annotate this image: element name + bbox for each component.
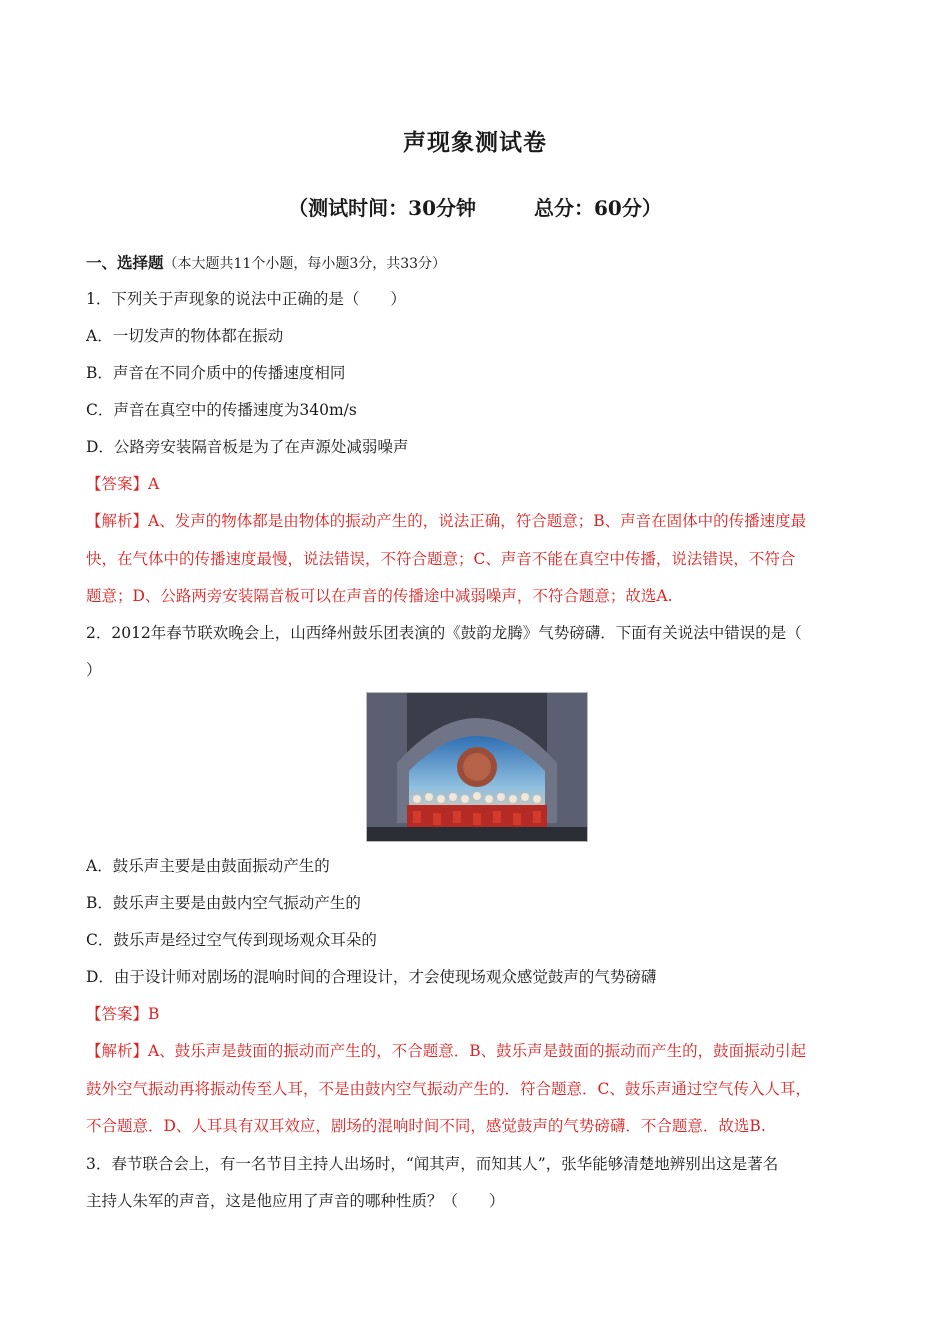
question-2-answer: [86, 1003, 876, 1025]
section-note: （本大题共11个小题，每小题3分，共33分）: [163, 256, 447, 272]
question-2-option-a: A．鼓乐声主要是由鼓面振动产生的: [86, 857, 330, 875]
question-1-option-a: A．一切发声的物体都在振动: [86, 327, 284, 345]
analysis-label: 【解析】: [86, 512, 149, 530]
question-3-stem-line-2: 主持人朱军的声音，这是他应用了声音的哪种性质？（ ）: [86, 1192, 505, 1210]
answer-label: 【答案】: [86, 1005, 149, 1023]
analysis-text: A、鼓乐声是鼓面的振动而产生的，不合题意．B、鼓乐声是鼓面的振动而产生的，鼓面振动引起: [148, 1042, 807, 1060]
answer-label: 【答案】: [86, 475, 149, 493]
question-2-option-d: D．由于设计师对剧场的混响时间的合理设计，才会使现场观众感觉鼓声的气势磅礴: [86, 968, 657, 986]
test-time: （测试时间：30分钟: [288, 196, 476, 220]
analysis-label: 【解析】: [86, 1042, 149, 1060]
drum-performance-photo: [366, 692, 588, 842]
question-2-option-c: C．鼓乐声是经过空气传到现场观众耳朵的: [86, 931, 377, 949]
question-1-option-d: D．公路旁安装隔音板是为了在声源处减弱噪声: [86, 438, 409, 456]
answer-value: A: [148, 475, 160, 493]
question-2-stem-line-1: 2．2012年春节联欢晚会上，山西绛州鼓乐团表演的《鼓韵龙腾》气势磅礴．下面有关说法中错误的是（: [86, 624, 802, 642]
question-2-analysis-line-3: 不合题意．D、人耳具有双耳效应，剧场的混响时间不同，感觉鼓声的气势磅礴．不合题意．故选B.: [86, 1117, 766, 1135]
answer-value: B: [148, 1005, 160, 1023]
exam-subtitle: [0, 192, 950, 221]
page-title: 声现象测试卷: [403, 129, 547, 156]
question-2-analysis-line-1: [86, 1040, 876, 1062]
question-1-analysis-line-2: 快，在气体中的传播速度最慢，说法错误，不符合题意；C、声音不能在真空中传播，说法错误，不符合: [86, 550, 796, 568]
question-2-stem-line-2: ）: [86, 661, 102, 679]
section-heading: [86, 252, 876, 275]
question-2-analysis-line-2: 鼓外空气振动再将振动传至人耳，不是由鼓内空气振动产生的．符合题意．C、鼓乐声通过空气传入人耳，: [86, 1080, 811, 1098]
analysis-text: A、发声的物体都是由物体的振动产生的，说法正确，符合题意；B、声音在固体中的传播速度最: [148, 512, 807, 530]
question-1-option-c: C．声音在真空中的传播速度为340m/s: [86, 401, 357, 419]
question-1-analysis-line-3: 题意；D、公路两旁安装隔音板可以在声音的传播途中减弱噪声，不符合题意；故选A.: [86, 587, 673, 605]
question-2-option-b: B．鼓乐声主要是由鼓内空气振动产生的: [86, 894, 361, 912]
section-label: 一、选择题: [86, 253, 164, 272]
total-score: 总分：60分）: [534, 196, 662, 220]
question-1-answer: [86, 473, 876, 495]
question-1-analysis-line-1: [86, 510, 876, 532]
question-1-stem: 1．下列关于声现象的说法中正确的是（ ）: [86, 290, 406, 308]
question-1-option-b: B．声音在不同介质中的传播速度相同: [86, 364, 346, 382]
question-3-stem-line-1: 3．春节联合会上，有一名节目主持人出场时，“闻其声，而知其人”，张华能够清楚地辨别出这是著名: [86, 1155, 779, 1173]
